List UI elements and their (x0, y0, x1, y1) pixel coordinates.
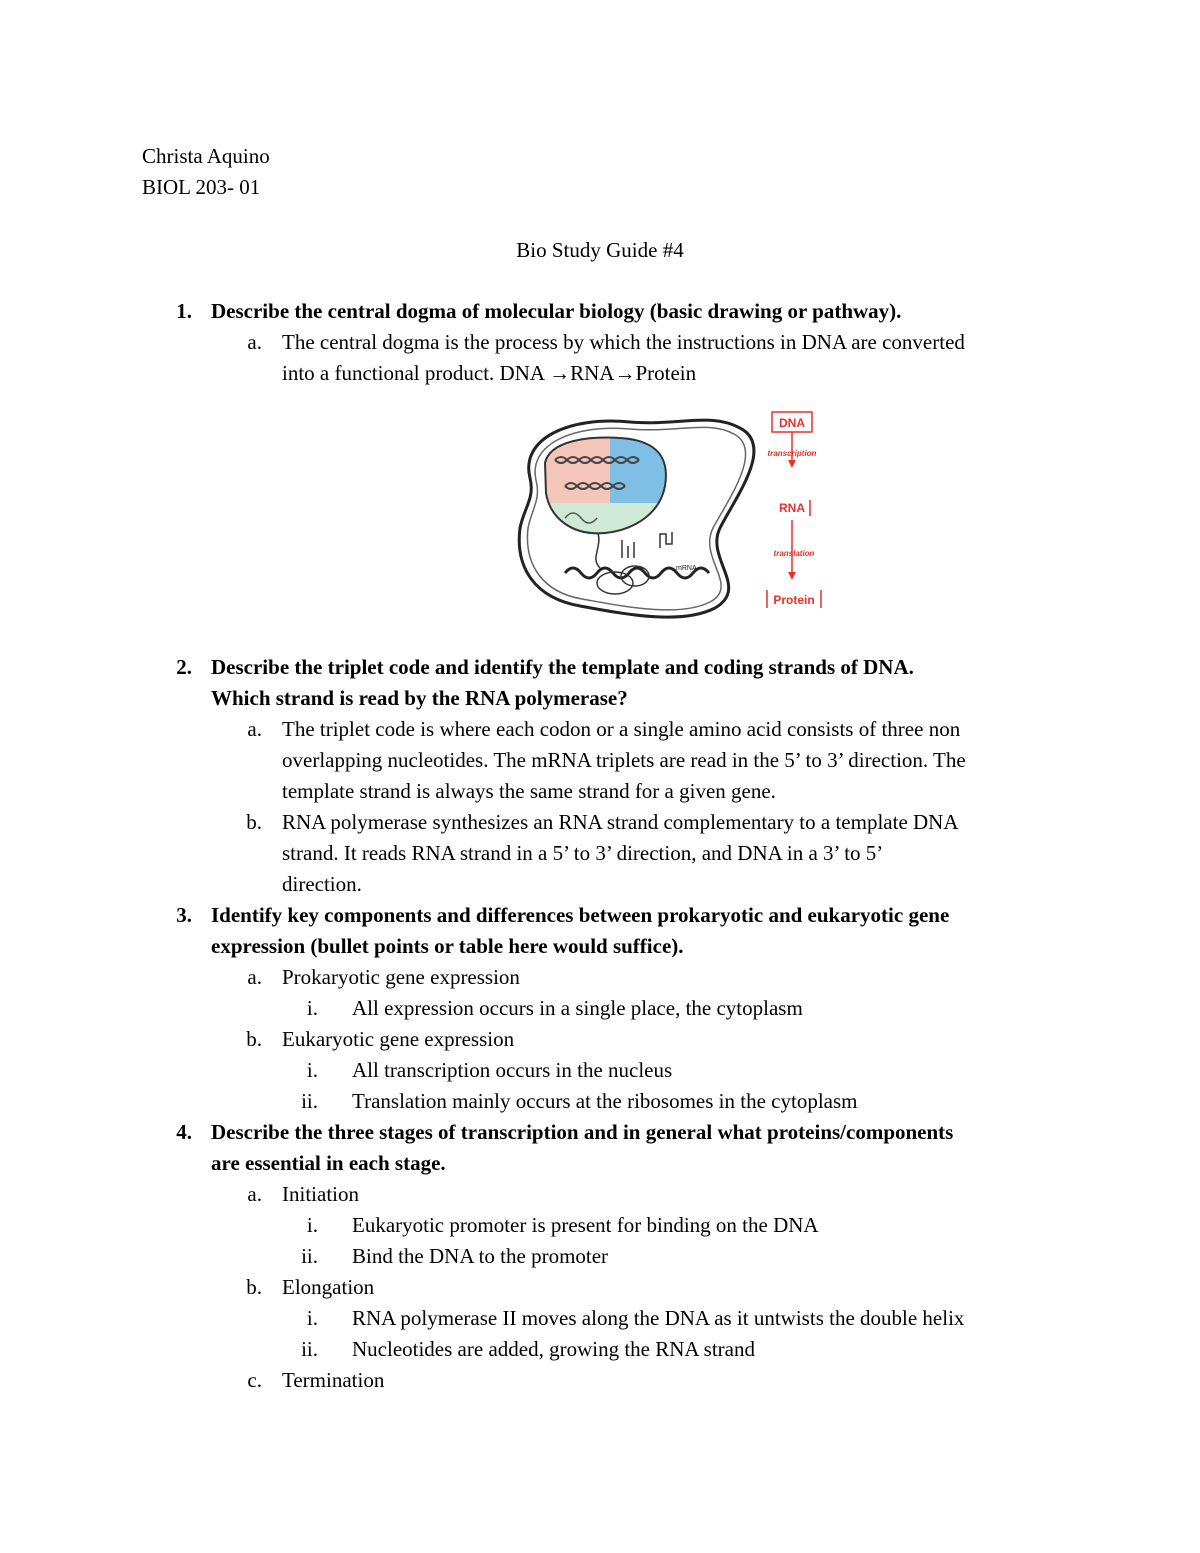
flow-dna-label: DNA (779, 416, 805, 430)
q1-a-line-1: The central dogma is the process by which the instructions in DNA are converted (282, 330, 965, 354)
flow-protein-label: Protein (773, 593, 815, 607)
dogma-flow (767, 412, 821, 608)
q2-question-line-2: Which strand is read by the RNA polymerase? (211, 686, 628, 710)
q1-a-marker: a. (247, 330, 262, 354)
q4-a-marker: a. (247, 1182, 262, 1206)
q3-a-i-marker: i. (306, 996, 318, 1020)
q4-b-i-marker: i. (306, 1306, 318, 1330)
flow-arrowhead-2 (788, 572, 796, 580)
flow-translation-label: translation (773, 549, 815, 558)
q2-a-marker: a. (247, 717, 262, 741)
q3-b-marker: b. (246, 1027, 262, 1051)
q3-b-text: Eukaryotic gene expression (282, 1027, 515, 1051)
page-title: Bio Study Guide #4 (516, 238, 684, 262)
q2-a-line-1: The triplet code is where each codon or a single amino acid consists of three non (282, 717, 961, 741)
q4-question-line-1: Describe the three stages of transcription and in general what proteins/components (211, 1120, 954, 1144)
q2-question-line-1: Describe the triplet code and identify the template and coding strands of DNA. (211, 655, 914, 679)
q3-b-i-marker: i. (306, 1058, 318, 1082)
q4-b-ii-marker: ii. (301, 1337, 318, 1361)
q3-b-ii-text: Translation mainly occurs at the ribosomes in the cytoplasm (352, 1089, 858, 1113)
q4-a-i-text: Eukaryotic promoter is present for binding on the DNA (352, 1213, 819, 1237)
q4-c-text: Termination (282, 1368, 385, 1392)
author-name: Christa Aquino (142, 144, 270, 168)
q2-b-line-3: direction. (282, 872, 362, 896)
flow-arrowhead-1 (788, 460, 796, 468)
q4-number: 4. (176, 1120, 192, 1144)
q4-b-text: Elongation (282, 1275, 375, 1299)
q3-number: 3. (176, 903, 192, 927)
q2-a-line-3: template strand is always the same strand for a given gene. (282, 779, 776, 803)
q2-b-marker: b. (246, 810, 262, 834)
q3-a-i-text: All expression occurs in a single place, the cytoplasm (352, 996, 803, 1020)
q3-a-marker: a. (247, 965, 262, 989)
q3-b-i-text: All transcription occurs in the nucleus (352, 1058, 673, 1082)
q1-number: 1. (176, 299, 192, 323)
q2-b-line-2: strand. It reads RNA strand in a 5’ to 3’ direction, and DNA in a 3’ to 5’ (282, 841, 884, 865)
q2-a-line-2: overlapping nucleotides. The mRNA triplets are read in the 5’ to 3’ direction. The (282, 748, 966, 772)
q4-b-marker: b. (246, 1275, 262, 1299)
q4-question-line-2: are essential in each stage. (211, 1151, 446, 1175)
q4-a-text: Initiation (282, 1182, 359, 1206)
q3-a-text: Prokaryotic gene expression (282, 965, 520, 989)
q1-a-line-2: into a functional product. DNA →RNA→Protein (282, 361, 697, 385)
mrna-label: mRNA (676, 565, 697, 572)
q4-a-i-marker: i. (306, 1213, 318, 1237)
q4-c-marker: c. (247, 1368, 262, 1392)
q3-question-line-2: expression (bullet points or table here would suffice). (211, 934, 684, 958)
q3-question-line-1: Identify key components and differences between prokaryotic and eukaryotic gene (211, 903, 950, 927)
q4-a-ii-text: Bind the DNA to the promoter (352, 1244, 609, 1268)
q3-b-ii-marker: ii. (301, 1089, 318, 1113)
q4-a-ii-marker: ii. (301, 1244, 318, 1268)
flow-rna-label: RNA (779, 501, 805, 515)
central-dogma-figure (510, 408, 840, 626)
flow-transcription-label: transcription (767, 449, 817, 458)
q1-question: Describe the central dogma of molecular biology (basic drawing or pathway). (211, 299, 902, 323)
q2-b-line-1: RNA polymerase synthesizes an RNA strand complementary to a template DNA (282, 810, 959, 834)
q4-b-i-text: RNA polymerase II moves along the DNA as it untwists the double helix (352, 1306, 965, 1330)
q4-b-ii-text: Nucleotides are added, growing the RNA strand (352, 1337, 755, 1361)
cell-diagram (510, 408, 840, 626)
course-code: BIOL 203- 01 (142, 175, 261, 199)
q2-number: 2. (176, 655, 192, 679)
